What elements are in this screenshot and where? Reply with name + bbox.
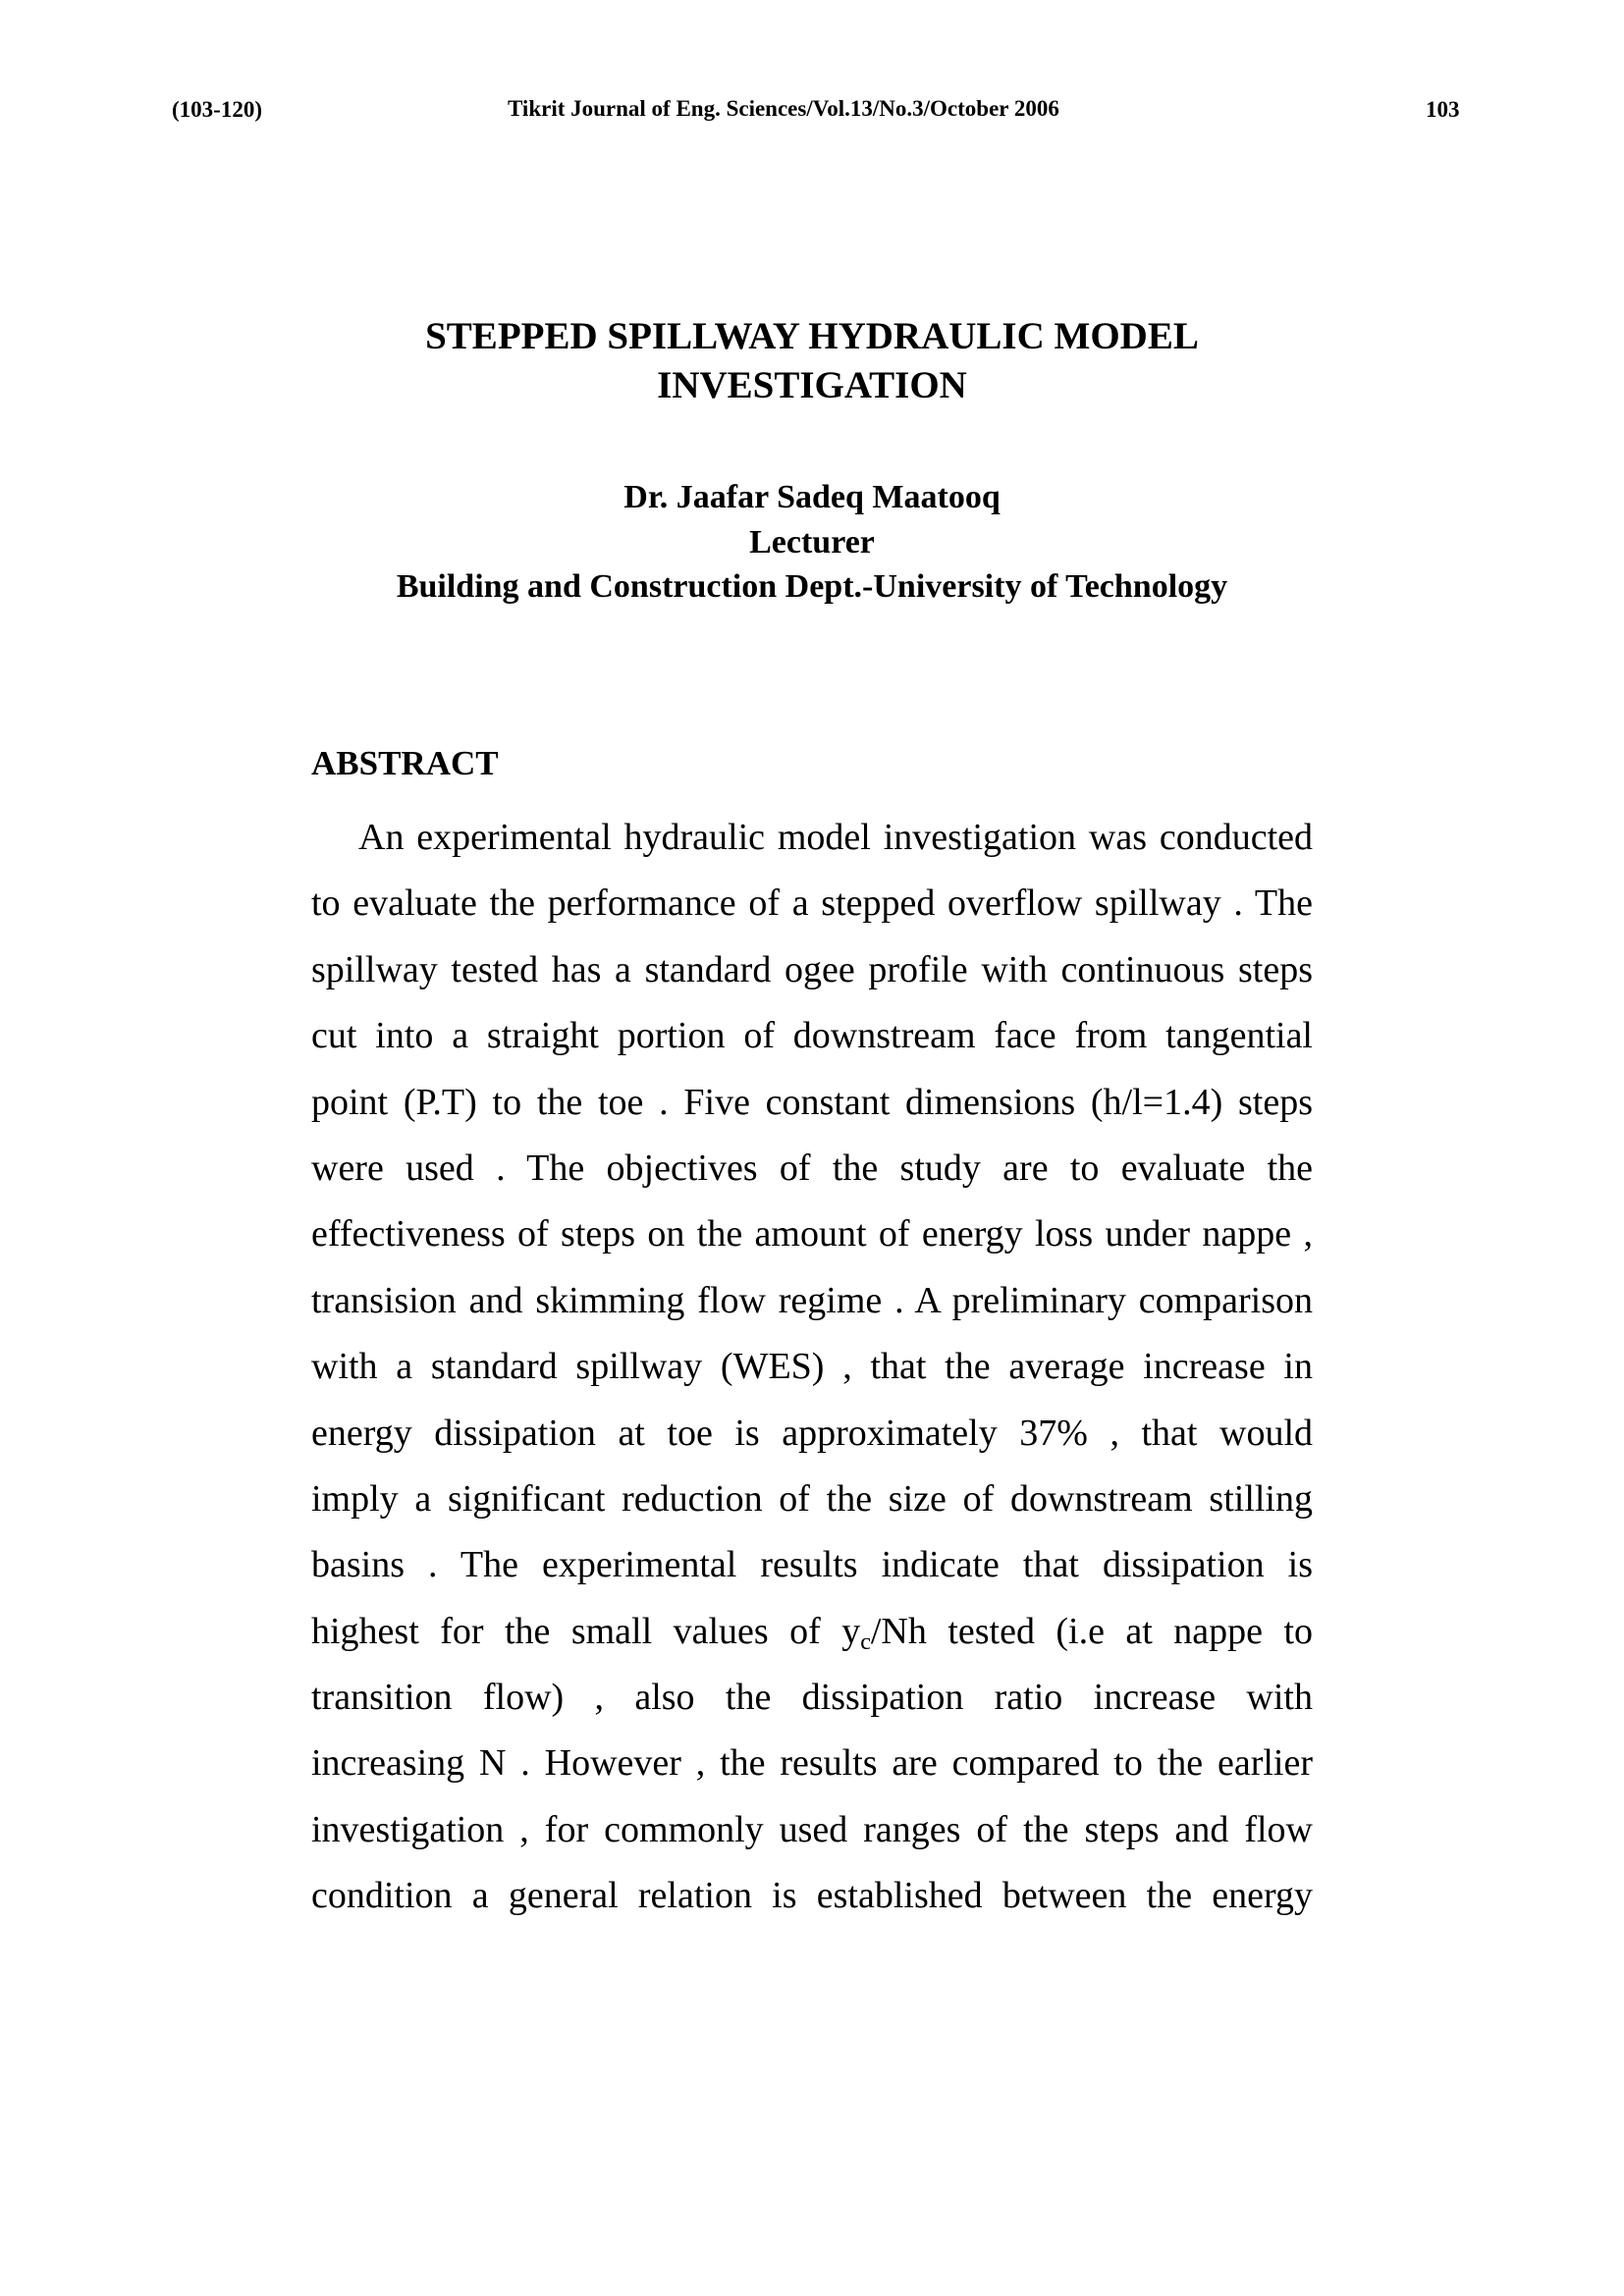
abstract-line: condition a general relation is established between the energy xyxy=(311,1875,1313,1917)
author-name: Dr. Jaafar Sadeq Maatooq xyxy=(623,479,1001,515)
abstract-line: cut into a straight portion of downstream face from tangential xyxy=(311,1015,1313,1057)
title-line-1: STEPPED SPILLWAY HYDRAULIC MODEL xyxy=(425,315,1199,357)
author-affiliation: Building and Construction Dept.-University of Technology xyxy=(396,568,1228,605)
abstract-line: effectiveness of steps on the amount of energy loss under nappe , xyxy=(311,1213,1313,1255)
abstract-line: An experimental hydraulic model investigation was conducted xyxy=(358,817,1313,858)
text-before-subscript: highest for the small values of y xyxy=(311,1610,861,1652)
text-after-subscript: /Nh tested (i.e at nappe to xyxy=(870,1610,1314,1652)
paper-title xyxy=(311,312,1313,410)
abstract-line: transition flow) , also the dissipation ratio increase with xyxy=(311,1677,1313,1719)
abstract-line: were used . The objectives of the study are to evaluate the xyxy=(311,1147,1313,1189)
abstract-line-with-subscript xyxy=(311,1599,1313,1665)
subscript-c: c xyxy=(860,1629,871,1655)
title-line-2: INVESTIGATION xyxy=(657,364,967,406)
abstract-body xyxy=(311,805,1313,1930)
abstract-line: spillway tested has a standard ogee profile with continuous steps xyxy=(311,948,1313,990)
page-number: 103 xyxy=(1426,97,1460,122)
abstract-line: with a standard spillway (WES) , that the average increase in xyxy=(311,1346,1313,1388)
page-range: (103-120) xyxy=(172,97,262,122)
author-position: Lecturer xyxy=(749,523,875,561)
abstract-line: basins . The experimental results indicate that dissipation is xyxy=(311,1544,1313,1586)
journal-citation: Tikrit Journal of Eng. Sciences/Vol.13/No.3/October 2006 xyxy=(508,96,1059,121)
abstract-line: imply a significant reduction of the size of downstream stilling xyxy=(311,1477,1313,1520)
abstract-line: increasing N . However , the results are compared to the earlier xyxy=(311,1742,1313,1785)
author-block xyxy=(311,475,1313,610)
abstract-heading: ABSTRACT xyxy=(311,744,499,782)
abstract-line: point (P.T) to the toe . Five constant dimensions (h/l=1.4) steps xyxy=(311,1081,1313,1123)
abstract-line: to evaluate the performance of a stepped overflow spillway . The xyxy=(311,882,1313,925)
abstract-line: transision and skimming flow regime . A preliminary comparison xyxy=(311,1279,1313,1321)
abstract-line: energy dissipation at toe is approximately 37% , that would xyxy=(311,1412,1313,1454)
abstract-line: investigation , for commonly used ranges of the steps and flow xyxy=(311,1808,1313,1850)
